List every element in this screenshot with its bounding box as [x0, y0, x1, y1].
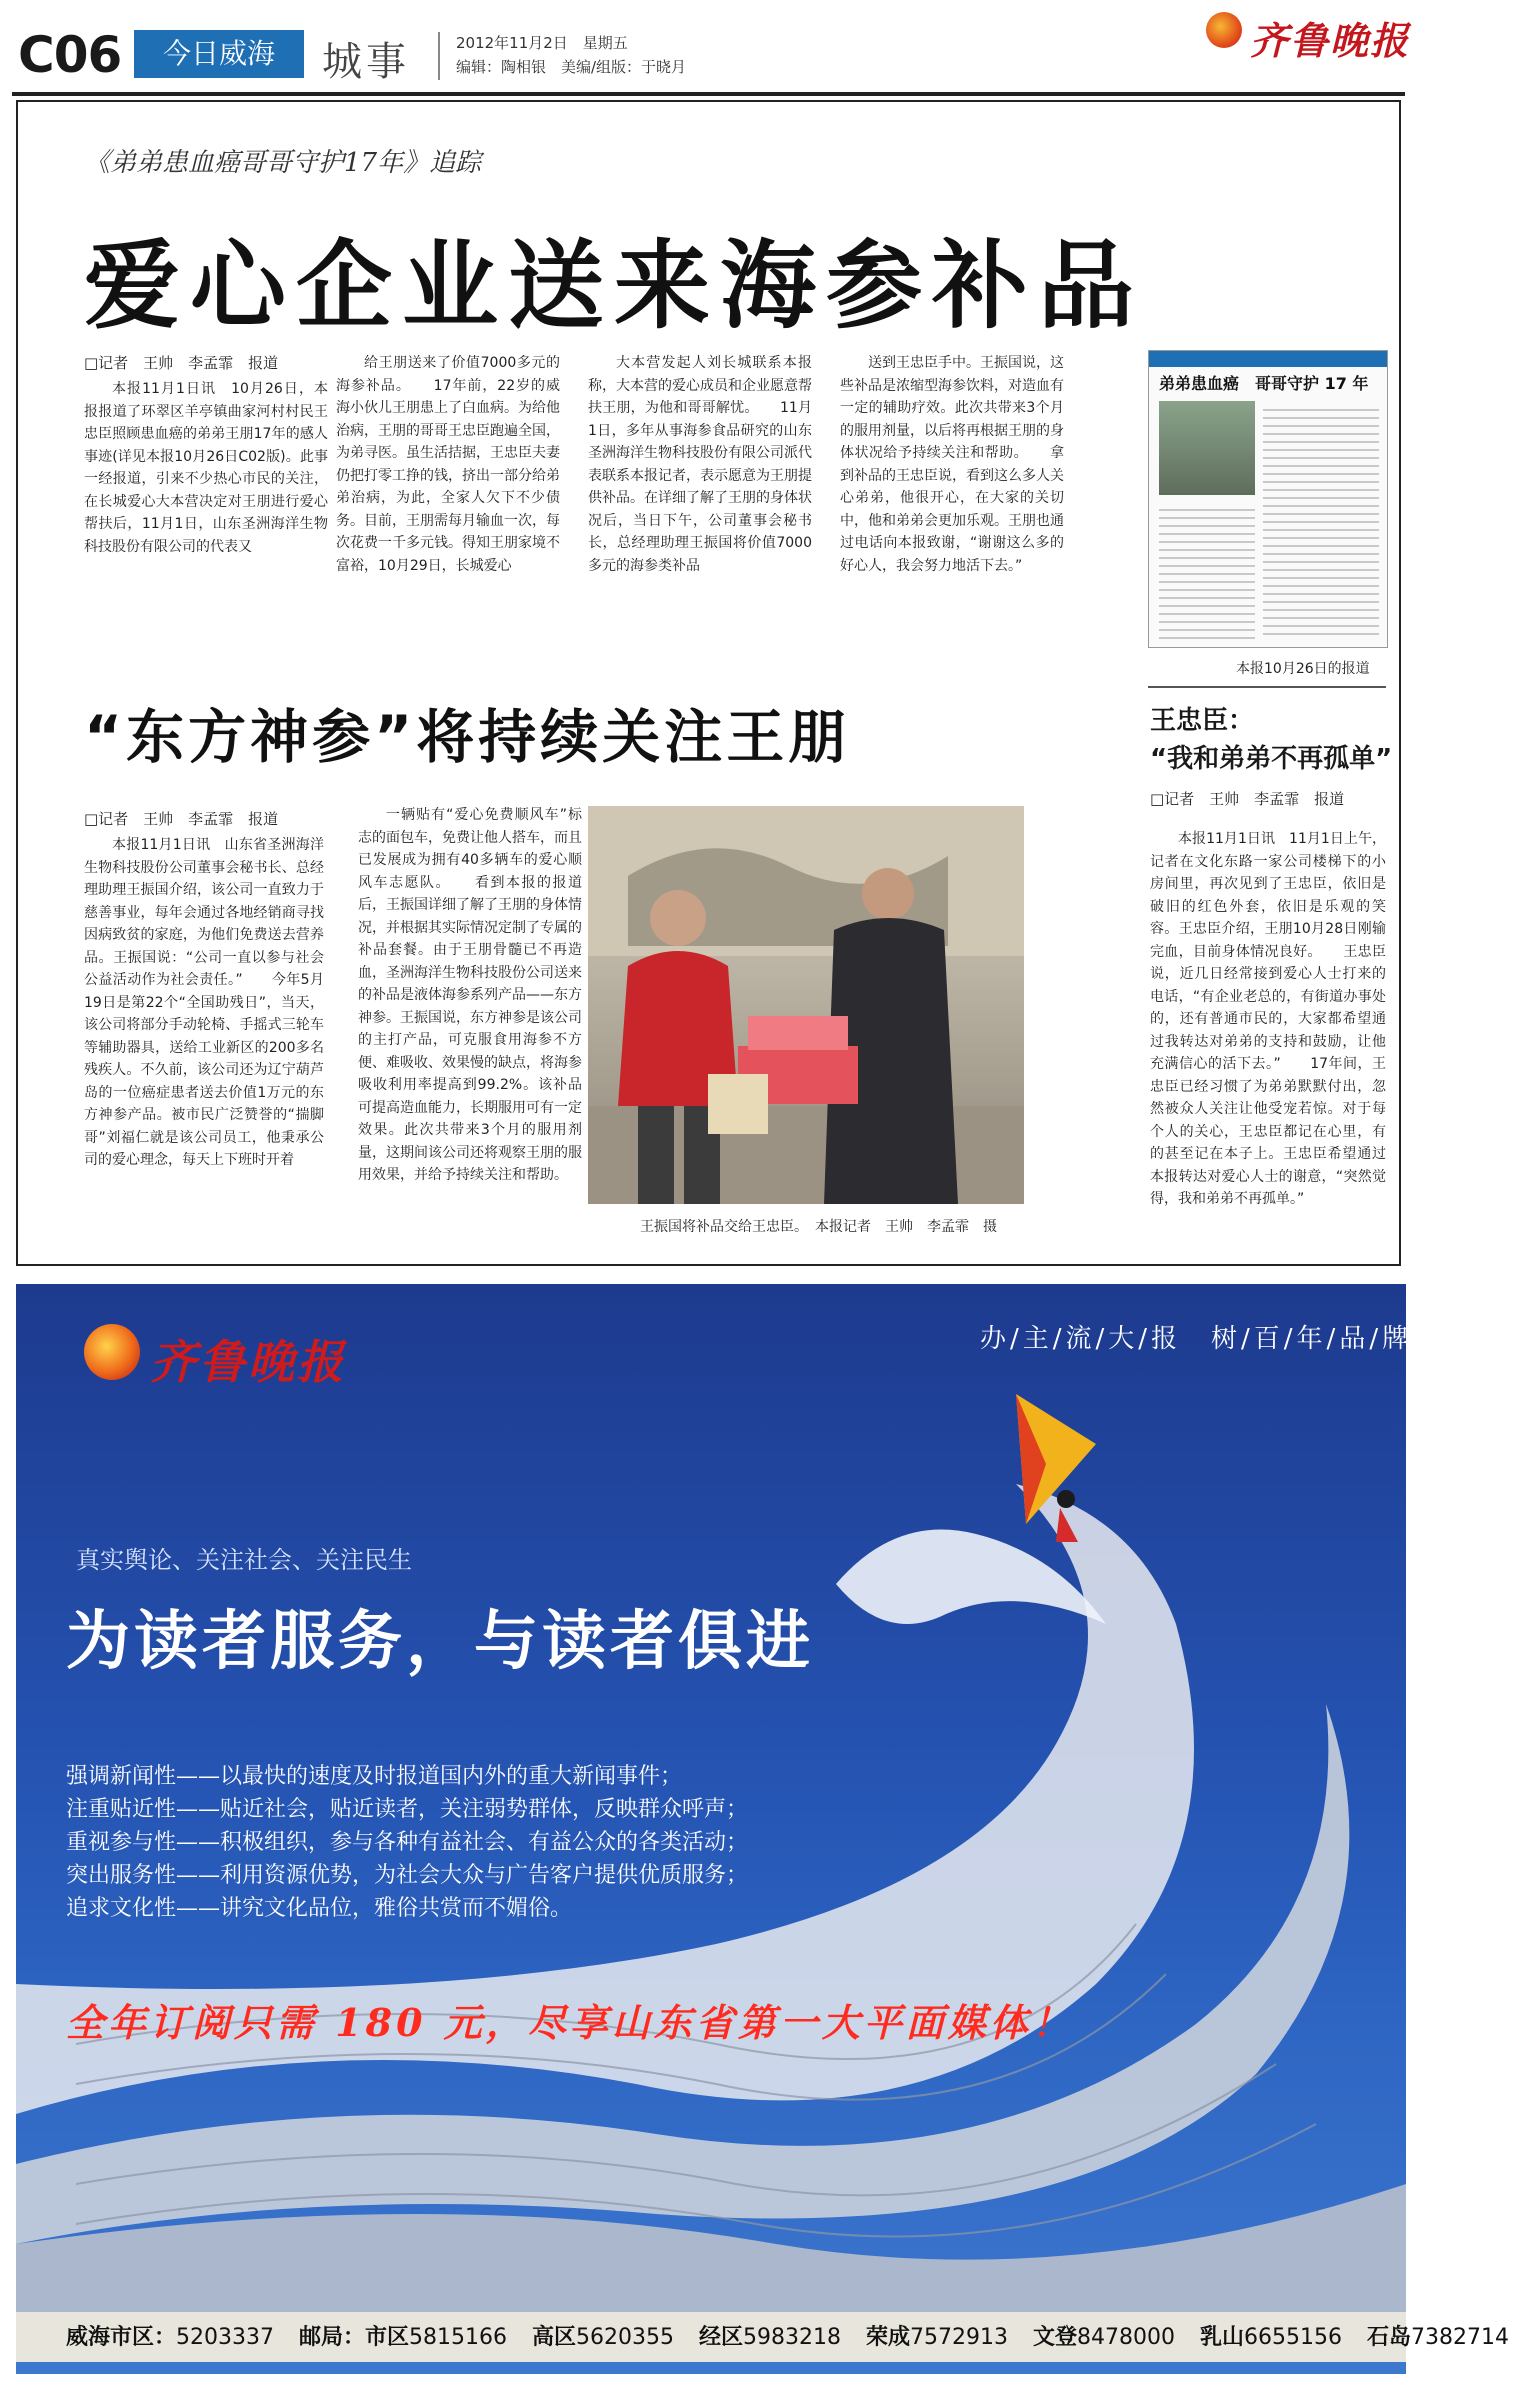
ad-offer: 全年订阅只需 180 元，尽享山东省第一大平面媒体！ — [66, 2000, 1074, 2045]
thumbnail-caption: 本报10月26日的报道 — [1236, 661, 1370, 677]
page-number: C06 — [18, 26, 122, 84]
article-byline: □记者 王帅 李孟霏 报道 — [84, 354, 279, 372]
phone-number: 7382714 — [1411, 2325, 1509, 2350]
article-column: 大本营发起人刘长城联系本报称，大本营的爱心成员和企业愿意帮扶王朋，为他和哥哥解忧。 11月1日，多年从事海参食品研究的山东圣洲海洋生物科技股份有限公司派代表联系本报记者，表示愿意为王朋提供补品。在详细了解了王朋的身体状况后，当日下午，公司董事会秘书长，总经理助理王振国将价值7000多元的海参类补品 — [588, 355, 812, 574]
newspaper-logo-text: 齐鲁晚报 — [1250, 18, 1411, 63]
article-column: 送到王忠臣手中。王振国说，这些补品是浓缩型海参饮料，对造血有一定的辅助疗效。此次共带来3个月的服用剂量，以后将再根据王朋的身体状况给予持续关注和帮助。 拿到补品的王忠臣说，看到这么多人关心弟弟，他很开心，在大家的关切中，他和弟弟会更加乐观。王朋也通过电话向本报致谢，“谢谢这么多的好心人，我会努力地活下去。” — [840, 355, 1064, 574]
news-photo — [588, 806, 1024, 1204]
phone-number: 5203337 — [176, 2325, 274, 2350]
thumbnail-text-block — [1159, 503, 1255, 639]
thumbnail-text-block — [1263, 403, 1379, 639]
header-divider — [438, 32, 440, 80]
photo-caption: 王振国将补品交给王忠臣。 本报记者 王帅 李孟霏 摄 — [640, 1219, 997, 1235]
phone-label: 石岛 — [1367, 2325, 1412, 2350]
ad-feature-item: 注重贴近性——贴近社会，贴近读者，关注弱势群体，反映群众呼声； — [66, 1797, 749, 1822]
section-badge: 今日威海 — [134, 30, 304, 78]
phone-label: 威海市区： — [66, 2325, 177, 2350]
ad-logo-icon — [84, 1324, 140, 1380]
article-column: 本报11月1日讯 10月26日，本报报道了环翠区羊亭镇曲家河村村民王忠臣照顾患血癌的弟弟王朋17年的感人事迹(详见本报10月26日C02版)。此事一经报道，引来不少热心市民的关注，在长城爱心大本营决定对王朋进行爱心帮扶后，11月1日，山东圣洲海洋生物科技股份有限公司的代表又 — [84, 381, 328, 555]
header-rule — [12, 92, 1405, 96]
ad-logo-text: 齐鲁晚报 — [150, 1335, 346, 1389]
sidebar-headline-name: 王忠臣： — [1150, 706, 1255, 736]
section-rule — [1148, 686, 1386, 688]
sidebar-article-body: 本报11月1日讯 11月1日上午，记者在文化东路一家公司楼梯下的小房间里，再次见到了王忠臣，依旧是破旧的红色外套，依旧是乐观的笑容。王忠臣介绍，王朋10月28日刚输完血，目前身体情况良好。 王忠臣说，近几日经常接到爱心人士打来的电话，“有企业老总的，有街道办事处的，还有普通市民的，大家都希望通过我转达对弟弟的支持和鼓励，让他充满信心的活下去。” 17年间，王忠臣已经习惯了为弟弟默默付出，忽然被众人关注让他受宠若惊。对于每个人的关心，王忠臣都记在心里，有的甚至记在本子上。王忠臣希望通过本报转达对爱心人士的谢意，“突然觉得，我和弟弟不再孤单。” — [1150, 831, 1386, 1207]
phone-number: 5983218 — [743, 2325, 841, 2350]
section-name: 城事 — [322, 39, 410, 85]
ad-feature-item: 追求文化性——讲究文化品位，雅俗共赏而不媚俗。 — [66, 1896, 573, 1921]
article-column: 一辆贴有“爱心免费顺风车”标志的面包车，免费让他人搭车，而且已发展成为拥有40多辆车的爱心顺风车志愿队。 看到本报的报道后，王振国详细了解了王朋的身体情况，并根据其实际情况定制了专属的补品套餐。由于王朋骨髓已不再造血，圣洲海洋生物科技股份公司送来的补品是液体海参系列产品——东方神参。王振国说，东方神参是该公司的主打产品，可克服食用海参不方便、难吸收、效果慢的缺点，将海参吸收利用率提高到99.2%。该补品可提高造血能力，长期服用可有一定效果。此次共带来3个月的服用剂量，这期间该公司还将观察王朋的服用效果，并给予持续关注和帮助。 — [358, 807, 582, 1183]
phone-label: 文登 — [1033, 2325, 1078, 2350]
ad-feature-list — [66, 1760, 748, 1925]
phone-label: 荣成 — [866, 2325, 911, 2350]
phone-number: 5815166 — [409, 2325, 507, 2350]
editor-credits: 编辑：陶相银 美编/组版：于晓月 — [456, 58, 687, 76]
main-headline: 爱心企业送来海参补品 — [84, 230, 1144, 342]
ad-slogan: 办/主/流/大/报 树/百/年/品/牌 — [980, 1324, 1413, 1354]
ad-phone-list — [66, 2320, 1527, 2351]
newspaper-logo-icon — [1206, 12, 1242, 48]
sidebar-headline-quote: “我和弟弟不再孤单” — [1150, 744, 1393, 774]
ad-headline: 为读者服务，与读者俱进 — [66, 1604, 814, 1679]
thumbnail-header-bar — [1149, 351, 1387, 367]
article-column: 本报11月1日讯 山东省圣洲海洋生物科技股份公司董事会秘书长、总经理助理王振国介绍，该公司一直致力于慈善事业，每年会通过各地经销商寻找因病致贫的家庭，为他们免费送去营养品。王振国说：“公司一直以参与社会公益活动作为社会责任。” 今年5月19日是第22个“全国助残日”，当天，该公司将部分手动轮椅、手摇式三轮车等辅助器具，送给工业新区的200多名残疾人。不久前，该公司还为辽宁葫芦岛的一位癌症患者送去价值1万元的东方神参产品。被市民广泛赞誉的“揣脚哥”刘福仁就是该公司员工，他秉承公司的爱心理念，每天上下班时开着 — [84, 837, 324, 1168]
article-byline: □记者 王帅 李孟霏 报道 — [84, 810, 279, 828]
thumbnail-photo — [1159, 401, 1255, 495]
phone-number: 6655156 — [1244, 2325, 1342, 2350]
article-kicker: 《弟弟患血癌哥哥守护17年》追踪 — [84, 148, 482, 178]
phone-label: 高区 — [532, 2325, 577, 2350]
phone-label: 乳山 — [1200, 2325, 1245, 2350]
phone-label: 邮局：市区 — [299, 2325, 410, 2350]
secondary-headline: “东方神参”将持续关注王朋 — [84, 703, 851, 771]
ad-feature-item: 重视参与性——积极组织，参与各种有益社会、有益公众的各类活动； — [66, 1830, 749, 1855]
article-column: 给王朋送来了价值7000多元的海参补品。 17年前，22岁的威海小伙儿王朋患上了白血病。为给他治病，王朋的哥哥王忠臣跑遍全国，为弟寻医。虽生活拮据，王忠臣夫妻仍把打零工挣的钱，挤出一部分给弟弟治病，为此，全家人欠下不少债务。目前，王朋需每月输血一次，每次花费一千多元钱。得知王朋家境不富裕，10月29日，长城爱心 — [336, 355, 560, 574]
issue-date: 2012年11月2日 星期五 — [456, 34, 628, 52]
ad-tagline: 真实舆论、关注社会、关注民生 — [76, 1546, 412, 1574]
phone-number: 8478000 — [1077, 2325, 1175, 2350]
ad-feature-item: 突出服务性——利用资源优势，为社会大众与广告客户提供优质服务； — [66, 1863, 749, 1888]
phone-number: 5620355 — [576, 2325, 674, 2350]
phone-label: 经区 — [699, 2325, 744, 2350]
ad-feature-item: 强调新闻性——以最快的速度及时报道国内外的重大新闻事件； — [66, 1764, 683, 1789]
photo-illustration — [588, 806, 1024, 1204]
previous-page-thumbnail — [1148, 350, 1388, 648]
phone-number: 7572913 — [910, 2325, 1008, 2350]
thumbnail-headline: 弟弟患血癌 哥哥守护 17 年 — [1159, 374, 1369, 393]
article-byline: □记者 王帅 李孟霏 报道 — [1150, 790, 1345, 808]
